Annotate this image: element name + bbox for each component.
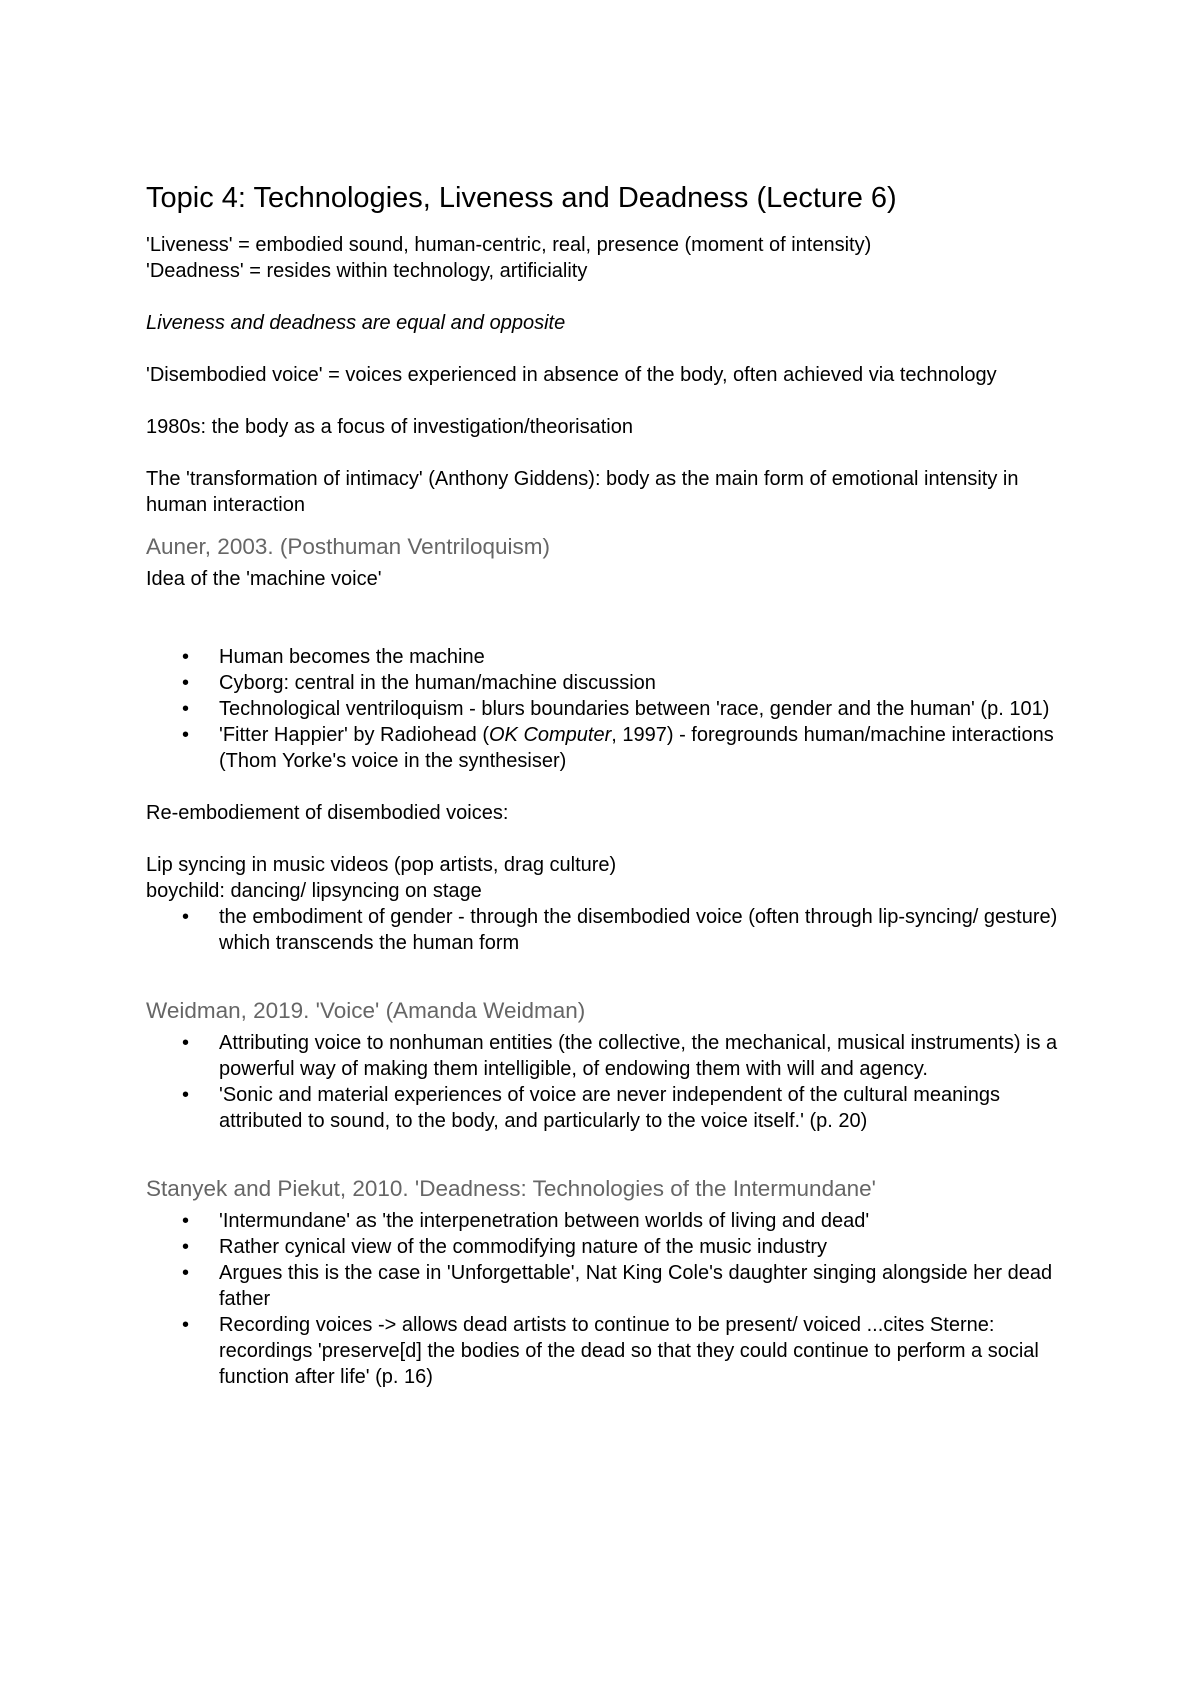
list-item-text: 'Intermundane' as 'the interpenetration between worlds of living and dead' xyxy=(219,1210,870,1232)
spacer xyxy=(146,1160,1076,1174)
list-item xyxy=(146,1082,1076,1134)
italic-note: Liveness and deadness are equal and opposite xyxy=(146,312,566,334)
list-item-text: Technological ventriloquism - blurs boundaries between 'race, gender and the human' (p. 101) xyxy=(219,698,1050,720)
list-item-text: Attributing voice to nonhuman entities (the collective, the mechanical, musical instruments) is a powerful way of making them intelligible, of endowing them with will and agency. xyxy=(219,1032,1058,1080)
list-item xyxy=(146,644,1076,670)
page-title: Topic 4: Technologies, Liveness and Deadness (Lecture 6) xyxy=(146,182,897,214)
list-item-text: Cyborg: central in the human/machine discussion xyxy=(219,672,656,694)
bullet-icon: • xyxy=(182,672,190,694)
bullet-icon: • xyxy=(182,1032,190,1054)
liveness-definition: 'Liveness' = embodied sound, human-centric, real, presence (moment of intensity) xyxy=(146,234,872,256)
bullet-icon: • xyxy=(182,646,190,668)
lipsync-paragraph: Lip syncing in music videos (pop artists, drag culture) xyxy=(146,854,617,876)
embodiment-bullet-list xyxy=(146,904,1076,956)
auner-intro: Idea of the 'machine voice' xyxy=(146,568,382,590)
list-item xyxy=(146,1208,1076,1234)
spacer xyxy=(146,618,1076,644)
list-item-text: Rather cynical view of the commodifying nature of the music industry xyxy=(219,1236,828,1258)
spacer xyxy=(146,336,1076,362)
list-item-text: Human becomes the machine xyxy=(219,646,485,668)
spacer xyxy=(146,388,1076,414)
spacer xyxy=(146,1134,1076,1160)
list-item-text: 'Sonic and material experiences of voice are never independent of the cultural meanings attributed to sound, to the body, and particularly to the voice itself.' (p. 20) xyxy=(219,1084,1000,1132)
deadness-definition: 'Deadness' = resides within technology, artificiality xyxy=(146,260,588,282)
bullet-icon: • xyxy=(182,1236,190,1258)
spacer xyxy=(146,826,1076,852)
list-item-text: Argues this is the case in 'Unforgettable', Nat King Cole's daughter singing alongside her dead father xyxy=(219,1262,1053,1310)
list-item xyxy=(146,1312,1076,1390)
list-item-text: Recording voices -> allows dead artists to continue to be present/ voiced ...cites Sterne: recordings 'preserve[d] the bodies of the dead so that they could continue to perform a social function after life' (p. 16) xyxy=(219,1314,1039,1388)
bullet-icon: • xyxy=(182,906,190,928)
list-item xyxy=(146,1260,1076,1312)
eighties-paragraph: 1980s: the body as a focus of investigation/theorisation xyxy=(146,416,633,438)
list-item-text: the embodiment of gender - through the disembodied voice (often through lip-syncing/ gesture) which transcends the human form xyxy=(219,906,1058,954)
bullet-icon: • xyxy=(182,698,190,720)
fitter-happier-text-start: 'Fitter Happier' by Radiohead ( xyxy=(219,724,489,746)
spacer xyxy=(146,956,1076,982)
list-item xyxy=(146,722,1076,774)
stanyek-heading: Stanyek and Piekut, 2010. 'Deadness: Technologies of the Intermundane' xyxy=(146,1176,876,1201)
weidman-heading: Weidman, 2019. 'Voice' (Amanda Weidman) xyxy=(146,998,586,1023)
list-item xyxy=(146,1030,1076,1082)
boychild-paragraph: boychild: dancing/ lipsyncing on stage xyxy=(146,880,482,902)
intimacy-paragraph: The 'transformation of intimacy' (Anthony Giddens): body as the main form of emotional intensity in human interaction xyxy=(146,468,1019,516)
spacer xyxy=(146,592,1076,618)
list-item xyxy=(146,670,1076,696)
spacer xyxy=(146,774,1076,800)
disembodied-voice-definition: 'Disembodied voice' = voices experienced in absence of the body, often achieved via technology xyxy=(146,364,997,386)
stanyek-bullet-list xyxy=(146,1208,1076,1390)
bullet-icon: • xyxy=(182,1084,190,1106)
spacer xyxy=(146,518,1076,532)
album-title: OK Computer xyxy=(489,724,612,746)
bullet-icon: • xyxy=(182,1314,190,1336)
auner-bullet-list xyxy=(146,644,1076,774)
fitter-happier-text-end: , 1997) - foregrounds human/machine interactions (Thom Yorke's voice in the synthesiser) xyxy=(219,724,1054,772)
bullet-icon: • xyxy=(182,1210,190,1232)
list-item xyxy=(146,696,1076,722)
bullet-icon: • xyxy=(182,724,190,746)
spacer xyxy=(146,982,1076,996)
document-page xyxy=(146,178,1076,1390)
list-item-text xyxy=(219,724,1054,772)
spacer xyxy=(146,284,1076,310)
list-item xyxy=(146,1234,1076,1260)
bullet-icon: • xyxy=(182,1262,190,1284)
weidman-bullet-list xyxy=(146,1030,1076,1134)
spacer xyxy=(146,440,1076,466)
list-item xyxy=(146,904,1076,956)
auner-heading: Auner, 2003. (Posthuman Ventriloquism) xyxy=(146,534,550,559)
reembodiment-paragraph: Re-embodiement of disembodied voices: xyxy=(146,802,509,824)
